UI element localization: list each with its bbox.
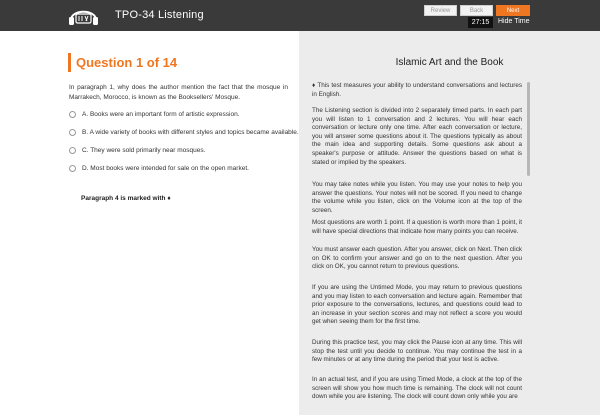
- top-bar: [0, 0, 600, 31]
- back-button[interactable]: Back: [460, 5, 493, 16]
- question-title: Question 1 of 14: [68, 53, 177, 72]
- logo-headphones-icon: [67, 5, 100, 26]
- passage-paragraph: In an actual test, and if you are using Timed Mode, a clock at the top of the screen will show you how much time is remaining. The clock will not count down while you are listening. The clock will count down only while you are: [312, 376, 522, 401]
- radio-button[interactable]: [69, 129, 76, 136]
- option-label: C. They were sold primarily near mosques.: [82, 147, 206, 154]
- passage-paragraph: You must answer each question. After you answer, click on Next. Then click on OK to confirm your answer and go on to the next question. After you click on OK, you cannot return to previous questions.: [312, 246, 523, 271]
- scrollbar-thumb[interactable]: [527, 82, 530, 176]
- radio-button[interactable]: [69, 165, 76, 172]
- radio-button[interactable]: [69, 111, 76, 118]
- question-text: In paragraph 1, why does the author mention the fact that the mosque in Marrakech, Morocco, is known as the Booksellers' Mosque.: [69, 84, 288, 101]
- question-pane: [0, 31, 299, 415]
- passage-paragraph: ♦ This test measures your ability to understand conversations and lectures in English.: [312, 82, 522, 98]
- app-title: TPO-34 Listening: [115, 9, 204, 21]
- hide-time-button[interactable]: Hide Time: [498, 18, 530, 25]
- answer-option-b[interactable]: [69, 128, 299, 138]
- passage-paragraph: If you are using the Untimed Mode, you may return to previous questions and you may listen to each conversation and lecture again. Remember that prior exposure to the conversations, lectures, and questions could lead to an increase in your section scores and may not reflect a score you would get when seeing them for the first time.: [312, 284, 522, 326]
- timer-display: 27:15: [468, 17, 493, 28]
- answer-option-d[interactable]: [69, 164, 294, 174]
- passage-paragraph: You may take notes while you listen. You may use your notes to help you answer the questions. Your notes will not be scored. If you need to change the volume while you listen, click on the Volume icon at the top of the screen.: [312, 181, 522, 214]
- option-label: B. A wide variety of books with different styles and topics became available.: [82, 129, 299, 136]
- option-label: D. Most books were intended for sale on the open market.: [82, 165, 249, 172]
- paragraph-note: Paragraph 4 is marked with ♦: [81, 195, 171, 202]
- next-button[interactable]: Next: [496, 5, 530, 16]
- passage-paragraph: Most questions are worth 1 point. If a question is worth more than 1 point, it will have special directions that indicate how many points you can receive.: [312, 219, 522, 235]
- passage-title: Islamic Art and the Book: [395, 57, 504, 68]
- option-label: A. Books were an important form of artistic expression.: [82, 111, 240, 118]
- passage-paragraph: The Listening section is divided into 2 separately timed parts. In each part you will listen to 1 conversation and 2 lectures. You will hear each conversation or lecture only one time. After each conversation or lecture, you will answer some questions about it. The questions typically as about the main idea and supporting details. Some questions ask about a speaker's purpose or attitude. Answer the questions based on what is stated or implied by the speakers.: [312, 107, 522, 166]
- review-button[interactable]: Review: [424, 5, 457, 16]
- passage-paragraph: During this practice test, you may click the Pause icon at any time. This will stop the test until you decide to continue. You may continue the test in a few minutes or at any time during the period that your test is active.: [312, 339, 522, 364]
- passage-pane: [299, 31, 600, 415]
- answer-option-c[interactable]: [69, 146, 294, 156]
- answer-option-a[interactable]: [69, 110, 294, 120]
- radio-button[interactable]: [69, 147, 76, 154]
